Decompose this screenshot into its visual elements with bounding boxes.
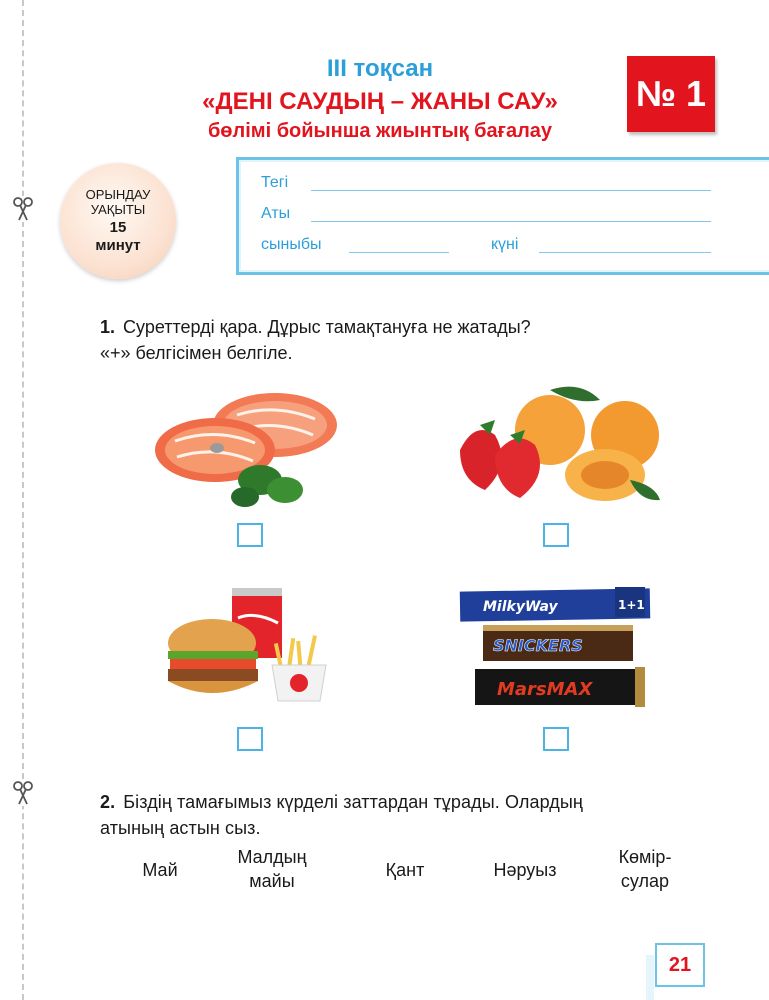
scissors-icon [10,780,36,806]
time-label: ОРЫНДАУ [85,187,151,202]
word-option[interactable]: Малдың майы [237,847,307,891]
bar-label: MilkyWay [483,599,558,615]
checkbox-chocolate[interactable] [543,727,569,751]
section-title: «ДЕНІ САУДЫҢ – ЖАНЫ САУ» [202,88,558,115]
salmon-image [145,375,350,510]
word-option[interactable]: Май [142,860,178,880]
page-bar [646,955,654,1000]
student-info-form [236,157,769,275]
date-field[interactable] [539,252,711,253]
checkbox-fruit[interactable] [543,523,569,547]
bar-label: MarsMAX [497,679,593,700]
class-field[interactable] [349,252,449,253]
time-badge [60,163,176,279]
time-unit: минут [95,237,141,254]
time-value: 15 [109,219,127,236]
bar-label: SNICKERS [493,636,583,655]
task2-text: 2. Біздің тамағымыз күрделі заттардан тұрады. Олардың атының астын сыз. [100,792,583,838]
word-option[interactable]: Нәруыз [493,860,557,880]
assessment-subtitle: бөлімі бойынша жиынтық бағалау [207,120,553,142]
checkbox-salmon[interactable] [237,523,263,547]
cut-line [22,0,24,1000]
bar-label: 1+1 [618,598,645,612]
time-label: УАҚЫТЫ [90,202,146,217]
name-field[interactable] [311,221,711,222]
surname-label: Тегі [261,174,289,191]
quarter-title: ІІІ тоқсан [326,55,434,82]
fruit-image [440,380,665,505]
scissors-icon [10,196,36,222]
task1-number: 1. [100,317,116,337]
task2-number: 2. [100,792,116,812]
task1-text: 1. Суреттерді қара. Дұрыс тамақтануға не жатады? «+» белгісімен белгіле. [100,317,531,363]
fast-food-image [160,583,340,713]
page-number: 21 [655,943,705,987]
chocolate-bars-image [455,585,655,710]
checkbox-fast-food[interactable] [237,727,263,751]
surname-field[interactable] [311,190,711,191]
class-label: сыныбы [261,236,322,253]
date-label: күні [491,236,519,253]
word-option[interactable]: Көмір- сулар [618,847,672,891]
word-option[interactable]: Қант [385,860,425,880]
number-badge: № 1 [627,56,715,132]
name-label: Аты [261,205,291,222]
